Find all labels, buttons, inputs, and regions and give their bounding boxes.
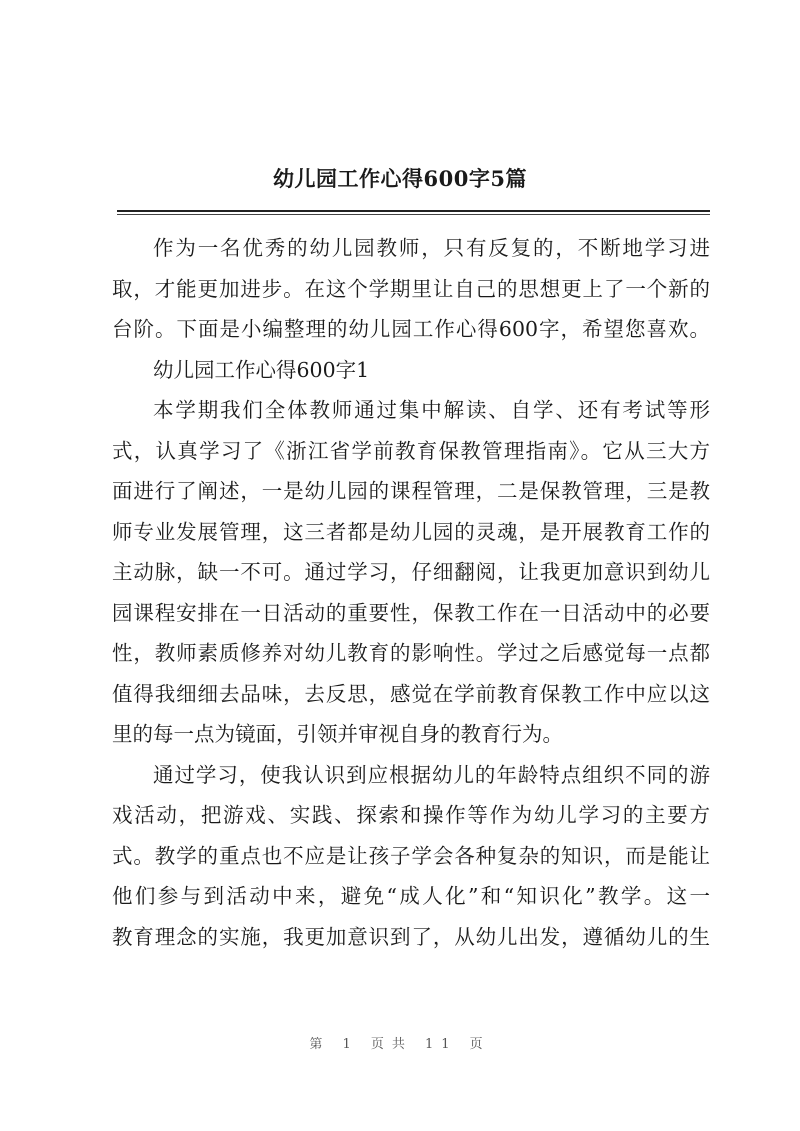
paragraph-line: 式。教学的重点也不应是让孩子学会各种复杂的知识，而是能让 xyxy=(112,843,710,868)
title-divider xyxy=(117,210,710,212)
paragraph-line: 本学期我们全体教师通过集中解读、自学、还有考试等形 xyxy=(153,398,710,422)
document-body xyxy=(112,228,710,957)
paragraph-line: 性，教师素质修养对幼儿教育的影响性。学过之后感觉每一点都 xyxy=(112,641,710,665)
paragraph-line: 教育理念的实施，我更加意识到了，从幼儿出发，遵循幼儿的生 xyxy=(112,924,710,949)
paragraph-line: 戏活动，把游戏、实践、探索和操作等作为幼儿学习的主要方 xyxy=(112,803,710,827)
paragraph-line: 式，认真学习了《浙江省学前教育保教管理指南》。它从三大方 xyxy=(112,438,710,463)
paragraph-line: 面进行了阐述，一是幼儿园的课程管理，二是保教管理，三是教 xyxy=(112,479,710,503)
section-heading: 幼儿园工作心得600字1 xyxy=(153,357,370,382)
paragraph-line: 值得我细细去品味，去反思，感觉在学前教育保教工作中应以这 xyxy=(112,681,710,706)
paragraph-line: 取，才能更加进步。在这个学期里让自己的思想更上了一个新的 xyxy=(112,276,710,301)
paragraph-line: 师专业发展管理，这三者都是幼儿园的灵魂，是开展教育工作的 xyxy=(112,519,710,544)
paragraph-line: 台阶。下面是小编整理的幼儿园工作心得600字，希望您喜欢。 xyxy=(112,317,710,341)
paragraph-line: 里的每一点为镜面，引领并审视自身的教育行为。 xyxy=(112,722,563,746)
page-title: 幼儿园工作心得600字5篇 xyxy=(273,166,527,191)
paragraph-line: 园课程安排在一日活动的重要性，保教工作在一日活动中的必要 xyxy=(112,600,710,625)
page-footer: 第 1 页共 11 页 xyxy=(309,1037,491,1052)
paragraph-line: 主动脉，缺一不可。通过学习，仔细翻阅，让我更加意识到幼儿 xyxy=(112,560,710,584)
paragraph-line: 他们参与到活动中来，避免“成人化”和“知识化”教学。这一 xyxy=(112,884,710,908)
title-divider-thin xyxy=(117,214,710,215)
paragraph-line: 作为一名优秀的幼儿园教师，只有反复的，不断地学习进 xyxy=(153,236,710,260)
paragraph-line: 通过学习，使我认识到应根据幼儿的年龄特点组织不同的游 xyxy=(153,762,710,787)
